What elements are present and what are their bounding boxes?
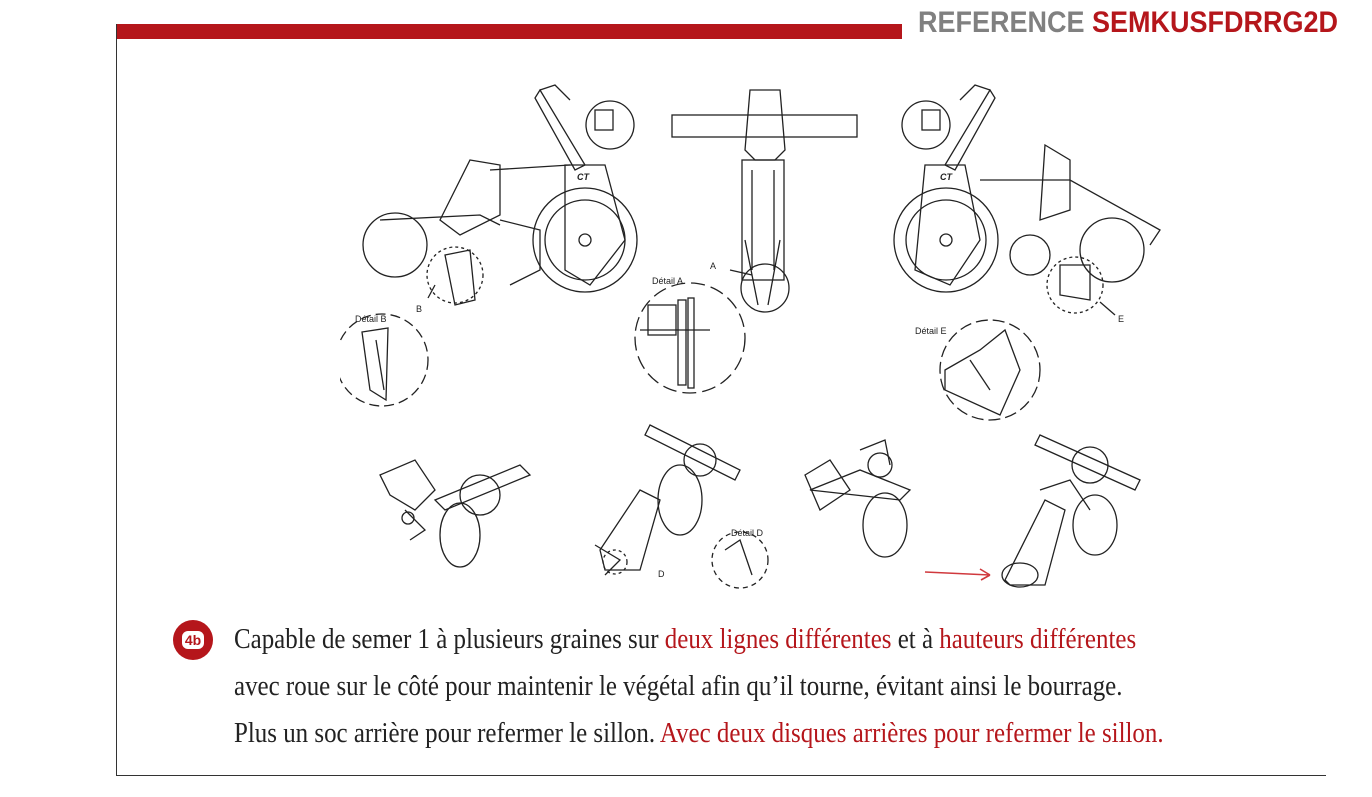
label-detail-b: Détail B bbox=[355, 314, 387, 324]
caption-line-2: avec roue sur le côté pour maintenir le végétal afin qu’il tourne, évitant ainsi le bourrage. bbox=[234, 670, 1123, 702]
iso-view-4 bbox=[1002, 435, 1140, 587]
reference-title bbox=[918, 6, 1338, 50]
step-badge-label: 4b bbox=[182, 631, 204, 649]
caption-line-1-part-2: et à bbox=[891, 623, 940, 655]
right-side-view bbox=[894, 85, 1160, 315]
caption-line-3-highlight: Avec deux disques arrières pour refermer le sillon. bbox=[659, 717, 1164, 749]
caption-line-3 bbox=[234, 710, 1197, 757]
iso-view-2 bbox=[595, 425, 768, 588]
label-d: D bbox=[658, 569, 665, 579]
wheel-mark-left: CT bbox=[577, 172, 589, 182]
technical-drawing-svg bbox=[340, 70, 1175, 600]
label-detail-a: Détail A bbox=[652, 276, 684, 286]
seeder-technical-drawing bbox=[340, 70, 1175, 600]
caption-line-1-part-1: Capable de semer 1 à plusieurs graines sur bbox=[234, 623, 665, 655]
label-detail-e: Détail E bbox=[915, 326, 947, 336]
label-b: B bbox=[416, 304, 423, 314]
label-e: E bbox=[1118, 314, 1125, 324]
detail-b-circle bbox=[340, 314, 428, 406]
label-detail-d: Détail D bbox=[731, 528, 764, 538]
caption-line-1-highlight-1: deux lignes différentes bbox=[664, 623, 892, 655]
left-side-view bbox=[363, 85, 637, 305]
label-a: A bbox=[710, 261, 717, 271]
caption-line-3-part-1: Plus un soc arrière pour refermer le sillon. bbox=[234, 717, 660, 749]
caption-line-1 bbox=[234, 616, 1197, 663]
frame-bottom-border bbox=[116, 775, 1326, 776]
detail-e-circle bbox=[940, 320, 1040, 420]
frame-left-border bbox=[116, 24, 117, 776]
caption-line-1-highlight-2: hauteurs différentes bbox=[939, 623, 1137, 655]
step-badge bbox=[173, 620, 213, 660]
iso-view-1 bbox=[380, 460, 530, 567]
reference-word: REFERENCE bbox=[918, 6, 1085, 39]
red-arrow-icon bbox=[925, 569, 990, 580]
reference-code: SEMKUSFDRRG2D bbox=[1092, 6, 1339, 39]
header-red-bar bbox=[117, 24, 902, 39]
iso-view-3 bbox=[805, 440, 910, 557]
wheel-mark-right: CT bbox=[940, 172, 952, 182]
center-front-view bbox=[672, 90, 857, 312]
caption-text bbox=[234, 616, 1197, 757]
detail-a-circle bbox=[635, 283, 745, 393]
